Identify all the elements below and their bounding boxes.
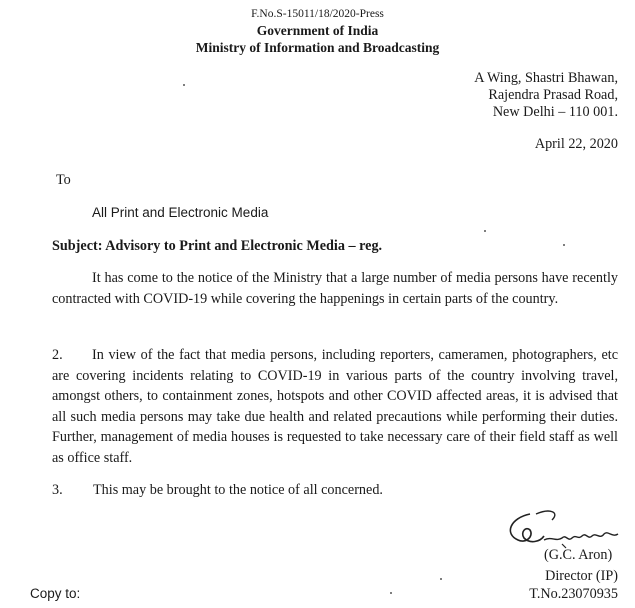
subject-line: Subject: Advisory to Print and Electronic Media – reg. xyxy=(52,238,383,254)
paragraph-1 xyxy=(52,268,618,309)
paragraph-2-text: In view of the fact that media persons, including reporters, cameramen, photographers, etc are covering incidents relating to COVID-19 in various parts of the country involving travel, amongst others, to containment zones, hotspots and other COVID affected areas, it is advised that all such media persons may take due health and related precautions while performing their duties. Further, management of media houses is requested to take necessary care of their field staff as well as office staff. xyxy=(52,347,618,466)
address-line-2: Rajendra Prasad Road, xyxy=(488,87,618,103)
signatory-designation: Director (IP) xyxy=(545,568,618,584)
paragraph-2-number: 2. xyxy=(52,347,63,363)
paragraph-1-text: It has come to the notice of the Ministry that a large number of media persons have recently contracted with COVID-19 while covering the happenings in certain parts of the country. xyxy=(52,270,618,307)
paragraph-2 xyxy=(52,345,618,468)
letter-date: April 22, 2020 xyxy=(534,136,618,152)
file-number: F.No.S-15011/18/2020-Press xyxy=(251,8,384,20)
signatory-name: (G.C. Aron) xyxy=(544,547,613,563)
to-label: To xyxy=(56,172,71,188)
ministry-heading: Ministry of Information and Broadcasting xyxy=(195,40,440,55)
address-line-1: A Wing, Shastri Bhawan, xyxy=(474,70,618,86)
copy-to-label: Copy to: xyxy=(30,586,81,601)
government-heading: Government of India xyxy=(256,23,379,38)
signatory-phone: T.No.23070935 xyxy=(529,586,618,602)
paragraph-3-text: This may be brought to the notice of all concerned. xyxy=(93,482,383,498)
paragraph-3-number: 3. xyxy=(52,482,63,498)
address-line-3: New Delhi – 110 001. xyxy=(492,104,618,120)
recipient: All Print and Electronic Media xyxy=(92,205,269,220)
